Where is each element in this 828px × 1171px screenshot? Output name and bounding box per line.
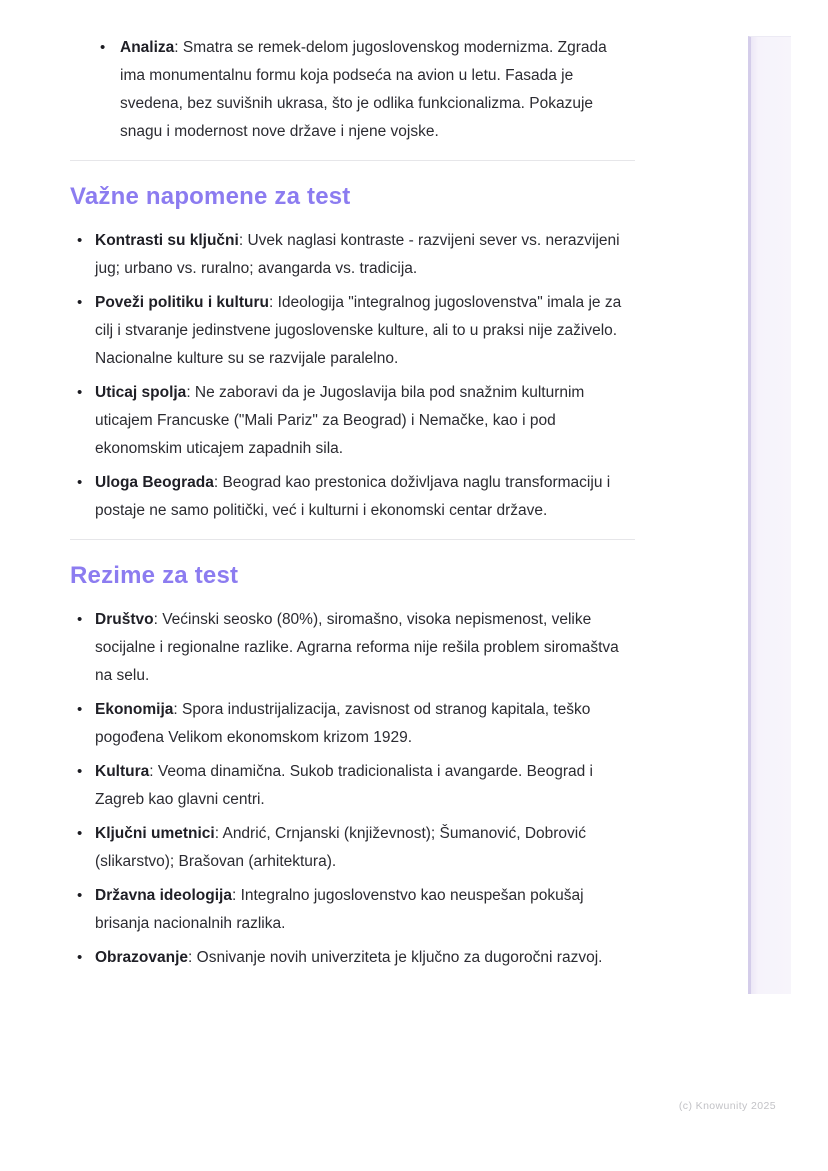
list-item — [70, 379, 635, 463]
term-bold: Analiza — [120, 39, 175, 56]
item-text: : Smatra se remek-delom jugoslovenskog modernizma. Zgrada ima monumentalnu formu koja podseća na avion u letu. Fasada je svedena, bez suvišnih ukrasa, što je odlika funkcionalizma. Pokazuje snagu i modernost nove države i njene vojske. — [120, 39, 607, 140]
copyright-footer: (c) Knowunity 2025 — [678, 1100, 776, 1112]
section-heading-rezime: Rezime za test — [70, 562, 239, 589]
term-bold: Uticaj spolja — [95, 384, 187, 401]
divider — [70, 160, 635, 161]
item-text: : Uvek naglasi kontraste - razvijeni sever vs. nerazvijeni jug; urbano vs. ruralno; avangarda vs. tradicija. — [95, 232, 620, 277]
list-item — [70, 289, 635, 373]
item-text: : Spora industrijalizacija, zavisnost od stranog kapitala, teško pogođena Velikom ekonomskom krizom 1929. — [95, 701, 591, 746]
item-text: : Beograd kao prestonica doživljava naglu transformaciju i postaje ne samo politički, već i kulturni i ekonomski centar države. — [95, 474, 611, 519]
list-item — [70, 944, 635, 972]
list-item — [70, 34, 635, 146]
document-content — [70, 34, 635, 978]
term-bold: Kultura — [95, 763, 150, 780]
list-item — [70, 606, 635, 690]
term-bold: Ekonomija — [95, 701, 174, 718]
section-bullet-list — [70, 606, 635, 972]
item-text: : Integralno jugoslovenstvo kao neuspešan pokušaj brisanja nacionalnih razlika. — [95, 887, 584, 932]
item-text: : Ideologija "integralnog jugoslovenstva" imala je za cilj i stvaranje jedinstvene jugoslovenske kulture, ali to u praksi nije zaživelo. Nacionalne kulture su se razvijale paralelno. — [95, 294, 622, 367]
list-item — [70, 227, 635, 283]
item-text: : Osnivanje novih univerziteta je ključno za dugoročni razvoj. — [188, 949, 603, 966]
list-item — [70, 882, 635, 938]
list-item — [70, 820, 635, 876]
term-bold: Državna ideologija — [95, 887, 232, 904]
list-item — [70, 696, 635, 752]
intro-bullet-list — [70, 34, 635, 146]
term-bold: Uloga Beograda — [95, 474, 214, 491]
term-bold: Kontrasti su ključni — [95, 232, 239, 249]
item-text: : Ne zaboravi da je Jugoslavija bila pod snažnim kulturnim uticajem Francuske ("Mali Pariz" za Beograd) i Nemačke, kao i pod ekonomskim uticajem zapadnih sila. — [95, 384, 585, 457]
page-edge-strip — [748, 36, 791, 994]
list-item — [70, 469, 635, 525]
item-text: : Andrić, Crnjanski (književnost); Šumanović, Dobrović (slikarstvo); Brašovan (arhitektura). — [95, 825, 586, 870]
term-bold: Obrazovanje — [95, 949, 189, 966]
item-text: : Većinski seosko (80%), siromašno, visoka nepismenost, velike socijalne i regionalne razlike. Agrarna reforma nije rešila problem siromaštva na selu. — [95, 611, 619, 684]
divider — [70, 539, 635, 540]
item-text: : Veoma dinamična. Sukob tradicionalista i avangarde. Beograd i Zagreb kao glavni centri. — [95, 763, 593, 808]
section-bullet-list — [70, 227, 635, 525]
term-bold: Ključni umetnici — [95, 825, 215, 842]
section-heading-vazne-napomene: Važne napomene za test — [70, 183, 351, 210]
term-bold: Poveži politiku i kulturu — [95, 294, 269, 311]
list-item — [70, 758, 635, 814]
term-bold: Društvo — [95, 611, 154, 628]
